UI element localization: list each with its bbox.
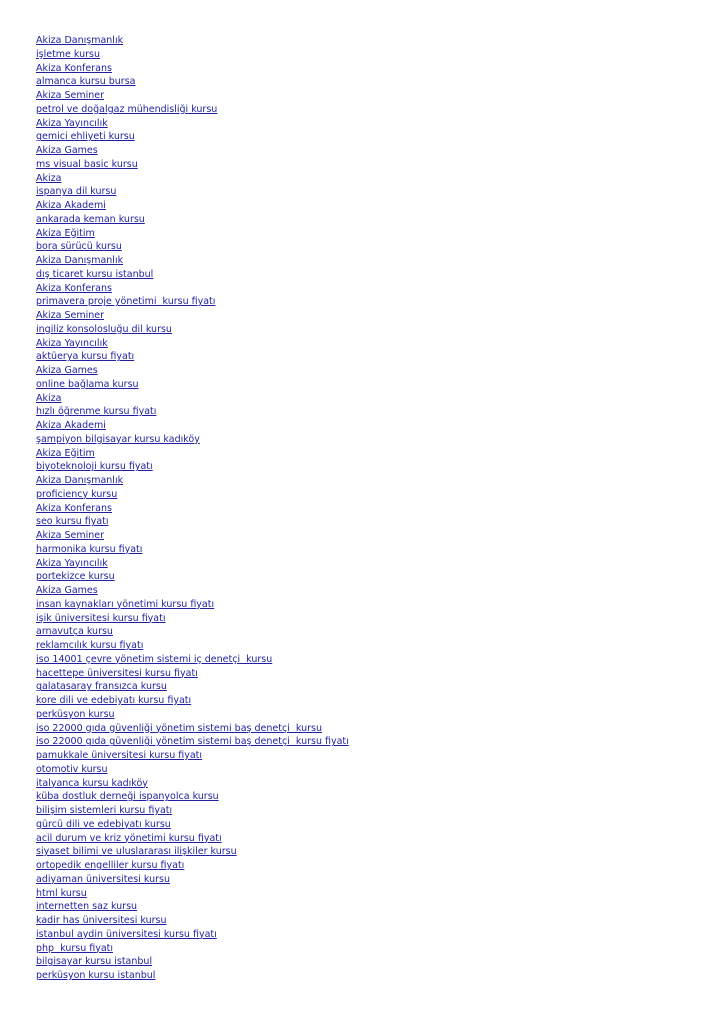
list-item: [36, 87, 349, 101]
text-link[interactable]: ispanya dil kursu: [36, 186, 117, 198]
list-item: [36, 445, 349, 459]
text-link[interactable]: Akiza Akademi: [36, 200, 106, 211]
list-item: [36, 362, 349, 376]
list-item: [36, 610, 349, 624]
text-link[interactable]: proficiency kursu: [36, 488, 118, 500]
text-link[interactable]: bilişim sistemleri kursu fiyatı: [36, 805, 173, 816]
list-item: [36, 940, 349, 954]
list-item: [36, 321, 349, 335]
list-item: [36, 843, 349, 857]
list-item: [36, 568, 349, 582]
list-item: [36, 156, 349, 170]
list-item: [36, 555, 349, 569]
list-item: [36, 871, 349, 885]
list-item: [36, 417, 349, 431]
text-link[interactable]: adiyaman üniversitesi kursu: [36, 873, 170, 885]
text-link[interactable]: aktüerya kursu fiyatı: [36, 351, 135, 363]
text-link[interactable]: italyanca kursu kadıköy: [36, 777, 148, 789]
list-item: [36, 665, 349, 679]
text-link[interactable]: Akiza Danışmanlık: [36, 255, 124, 266]
text-link[interactable]: ankarada keman kursu: [36, 213, 145, 225]
text-link[interactable]: portekizce kursu: [36, 571, 115, 583]
list-item: [36, 293, 349, 307]
text-link[interactable]: insan kaynakları yönetimi kursu fiyatı: [36, 598, 215, 610]
list-item: [36, 637, 349, 651]
list-item: [36, 802, 349, 816]
text-link[interactable]: hacettepe üniversitesi kursu fiyatı: [36, 667, 198, 679]
list-item: [36, 238, 349, 252]
list-item: [36, 128, 349, 142]
list-item: [36, 678, 349, 692]
list-item: [36, 266, 349, 280]
text-link[interactable]: işletme kursu: [36, 48, 101, 60]
list-item: [36, 623, 349, 637]
list-item: [36, 101, 349, 115]
list-item: [36, 142, 349, 156]
text-link[interactable]: bilgisayar kursu istanbul: [36, 956, 153, 968]
text-link[interactable]: şampiyon bilgisayar kursu kadıköy: [36, 433, 200, 445]
text-link[interactable]: Akiza: [36, 172, 62, 184]
list-item: [36, 211, 349, 225]
list-item: [36, 458, 349, 472]
list-item: [36, 898, 349, 912]
text-link[interactable]: perküsyon kursu istanbul: [36, 970, 156, 981]
text-link[interactable]: galatasaray fransızca kursu: [36, 681, 167, 693]
list-item: [36, 830, 349, 844]
list-item: [36, 912, 349, 926]
text-link[interactable]: Akiza Seminer: [36, 90, 105, 101]
list-item: [36, 486, 349, 500]
text-link[interactable]: Akiza Akademi: [36, 420, 106, 431]
list-item: [36, 775, 349, 789]
text-link[interactable]: arnavutça kursu: [36, 626, 113, 638]
text-link[interactable]: ms visual basic kursu: [36, 158, 138, 170]
list-item: [36, 953, 349, 967]
text-link[interactable]: almanca kursu bursa: [36, 76, 136, 88]
list-item: [36, 596, 349, 610]
list-item: [36, 170, 349, 184]
list-item: [36, 376, 349, 390]
list-item: [36, 788, 349, 802]
text-link[interactable]: gemici ehliyeti kursu: [36, 131, 135, 143]
list-item: [36, 885, 349, 899]
text-link[interactable]: kore dili ve edebiyatı kursu fiyatı: [36, 695, 192, 706]
text-link[interactable]: kadir has üniversitesi kursu: [36, 915, 167, 926]
text-link[interactable]: petrol ve doğalgaz mühendisliği kursu: [36, 103, 218, 115]
list-item: [36, 73, 349, 87]
list-item: [36, 307, 349, 321]
link-list: [36, 32, 349, 981]
text-link[interactable]: Akiza Danışmanlık: [36, 35, 124, 46]
list-item: [36, 431, 349, 445]
list-item: [36, 280, 349, 294]
text-link[interactable]: bora sürücü kursu: [36, 241, 122, 253]
list-item: [36, 60, 349, 74]
list-item: [36, 816, 349, 830]
text-link[interactable]: acil durum ve kriz yönetimi kursu fiyatı: [36, 832, 222, 844]
list-item: [36, 582, 349, 596]
text-link[interactable]: seo kursu fiyatı: [36, 516, 109, 528]
list-item: [36, 747, 349, 761]
list-item: [36, 651, 349, 665]
list-item: [36, 252, 349, 266]
text-link[interactable]: Akiza Eğitim: [36, 227, 95, 239]
list-item: [36, 225, 349, 239]
list-item: [36, 761, 349, 775]
list-item: [36, 967, 349, 981]
text-link[interactable]: dış ticaret kursu istanbul: [36, 268, 154, 280]
list-item: [36, 857, 349, 871]
list-item: [36, 472, 349, 486]
text-link[interactable]: pamukkale üniversitesi kursu fiyatı: [36, 750, 203, 761]
text-link[interactable]: Akiza: [36, 392, 62, 404]
text-link[interactable]: Akiza Games: [36, 585, 98, 596]
list-item: [36, 115, 349, 129]
text-link[interactable]: Akiza Games: [36, 365, 98, 376]
text-link[interactable]: ortopedik engelliler kursu fiyatı: [36, 860, 185, 871]
text-link[interactable]: gürcü dili ve edebiyatı kursu: [36, 818, 171, 830]
list-item: [36, 46, 349, 60]
list-item: [36, 390, 349, 404]
text-link[interactable]: Akiza Konferans: [36, 282, 112, 294]
text-link[interactable]: perküsyon kursu: [36, 708, 115, 720]
text-link[interactable]: reklamcılık kursu fiyatı: [36, 640, 144, 651]
text-link[interactable]: online bağlama kursu: [36, 378, 139, 390]
text-link[interactable]: Akiza Konferans: [36, 62, 112, 74]
text-link[interactable]: Akiza Yayıncılık: [36, 117, 108, 129]
list-item: [36, 692, 349, 706]
text-link[interactable]: Akiza Konferans: [36, 502, 112, 514]
text-link[interactable]: iso 14001 çevre yönetim sistemi iç denetçi kursu: [36, 653, 273, 665]
text-link[interactable]: primavera proje yönetimi kursu fiyatı: [36, 296, 216, 308]
text-link[interactable]: iso 22000 gıda güvenliği yönetim sistemi baş denetçi kursu fiyatı: [36, 736, 349, 748]
list-item: [36, 403, 349, 417]
list-item: [36, 197, 349, 211]
text-link[interactable]: işik üniversitesi kursu fiyatı: [36, 612, 166, 624]
text-link[interactable]: Akiza Yayıncılık: [36, 557, 108, 569]
text-link[interactable]: html kursu: [36, 887, 87, 899]
text-link[interactable]: istanbul aydin üniversitesi kursu fiyatı: [36, 928, 217, 940]
list-item: [36, 348, 349, 362]
list-item: [36, 541, 349, 555]
list-item: [36, 183, 349, 197]
text-link[interactable]: Akiza Seminer: [36, 530, 105, 541]
list-item: [36, 527, 349, 541]
text-link[interactable]: internetten saz kursu: [36, 901, 138, 913]
text-link[interactable]: Akiza Eğitim: [36, 447, 95, 459]
text-link[interactable]: harmonika kursu fiyatı: [36, 543, 143, 555]
text-link[interactable]: Akiza Yayıncılık: [36, 337, 108, 349]
list-item: [36, 32, 349, 46]
list-item: [36, 926, 349, 940]
list-item: [36, 500, 349, 514]
text-link[interactable]: Akiza Danışmanlık: [36, 475, 124, 486]
text-link[interactable]: küba dostluk derneği ispanyolca kursu: [36, 791, 219, 803]
list-item: [36, 335, 349, 349]
text-link[interactable]: php kursu fiyatı: [36, 942, 114, 954]
list-item: [36, 720, 349, 734]
text-link[interactable]: siyaset bilimi ve uluslararası ilişkiler kursu: [36, 846, 237, 858]
text-link[interactable]: otomotiv kursu: [36, 763, 108, 775]
text-link[interactable]: biyoteknoloji kursu fiyatı: [36, 461, 153, 473]
list-item: [36, 733, 349, 747]
text-link[interactable]: Akiza Games: [36, 145, 98, 156]
list-item: [36, 513, 349, 527]
text-link[interactable]: iso 22000 gıda güvenliği yönetim sistemi baş denetçi kursu: [36, 722, 322, 734]
text-link[interactable]: Akiza Seminer: [36, 310, 105, 321]
text-link[interactable]: hızlı öğrenme kursu fiyatı: [36, 406, 157, 418]
list-item: [36, 706, 349, 720]
text-link[interactable]: ingiliz konsolosluğu dil kursu: [36, 323, 172, 335]
